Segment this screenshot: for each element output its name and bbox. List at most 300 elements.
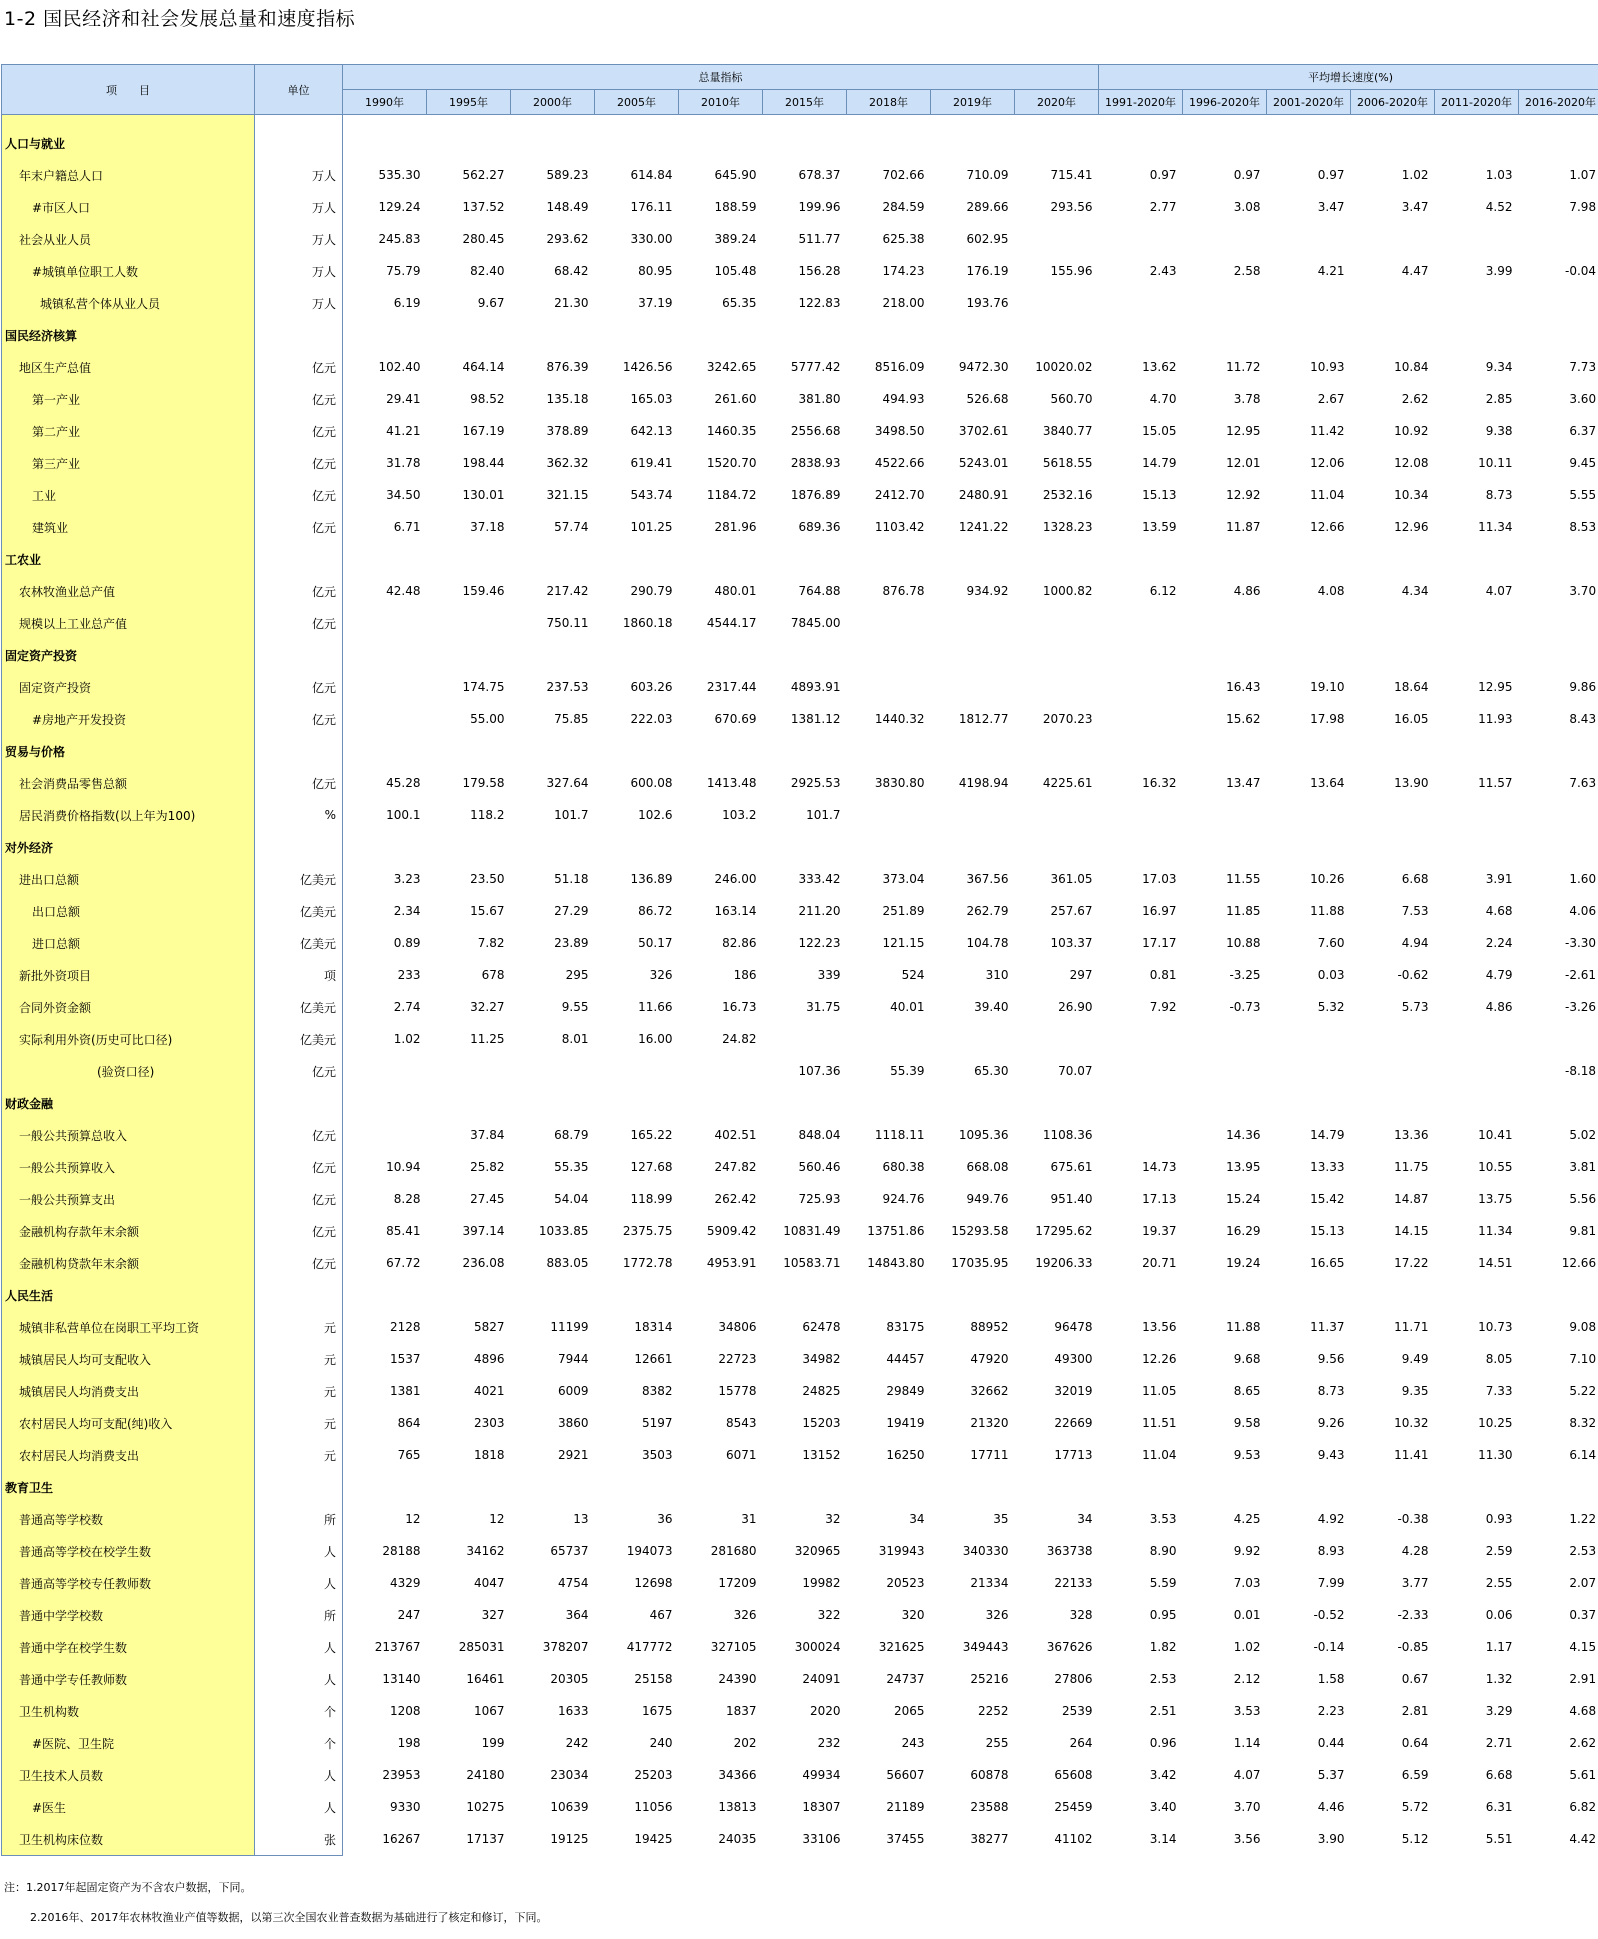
speed-value: 11.05 [1142,1384,1177,1398]
table-row [2,927,1598,959]
total-value: 402.51 [714,1128,757,1142]
unit-cell: 万人 [255,159,343,191]
row-label: 金融机构存款年末余额 [2,1215,255,1247]
speed-value: 8.32 [1519,1407,1598,1439]
total-value: 199.96 [798,200,841,214]
value-cell [763,127,847,159]
table-row [2,511,1598,543]
total-value: 17295.62 [1035,1224,1093,1238]
total-value: 118.2 [470,808,505,822]
total-value: 600.08 [630,776,673,790]
speed-value [1435,799,1519,831]
total-value: 3840.77 [1042,424,1093,438]
total-value: 243 [901,1736,925,1750]
total-value: 668.08 [966,1160,1009,1174]
unit-cell [255,639,343,671]
row-label: 普通中学专任教师数 [2,1663,255,1695]
total-value: 1103.42 [874,520,925,534]
speed-value: 6.31 [1485,1800,1513,1814]
total-value [427,1055,511,1087]
total-value: 670.69 [714,712,757,726]
speed-value: 9.56 [1317,1352,1345,1366]
page-title: 1-2 国民经济和社会发展总量和速度指标 [4,8,356,30]
value-cell [1267,543,1351,575]
total-value: 1108.36 [1042,1128,1093,1142]
speed-value: 1.82 [1149,1640,1177,1654]
value-cell [1351,319,1435,351]
spacer-cell [1099,115,1183,128]
speed-value: 0.97 [1317,168,1345,182]
total-value: 16267 [382,1832,421,1847]
speed-value: 0.81 [1149,968,1177,982]
total-value: 2925.53 [790,776,841,790]
unit-cell: % [255,799,343,831]
total-value: 6.71 [393,520,421,534]
value-cell [343,1087,427,1119]
total-value: 17035.95 [951,1256,1009,1270]
row-label: 农林牧渔业总产值 [2,575,255,607]
total-value: 24035 [718,1832,757,1847]
total-value: 8382 [641,1384,673,1398]
table-row [2,671,1598,703]
value-cell [1519,1279,1598,1311]
total-value: 34162 [466,1544,505,1558]
total-value: 15203 [802,1416,841,1430]
value-cell [343,127,427,159]
total-value: 31.75 [806,1000,841,1014]
value-cell [1267,1279,1351,1311]
row-label: 一般公共预算收入 [2,1151,255,1183]
total-value: 297 [1069,968,1093,982]
unit-cell: 亿美元 [255,1023,343,1055]
total-value: 18314 [634,1320,673,1334]
row-label: 一般公共预算支出 [2,1183,255,1215]
total-value: 2480.91 [958,488,1009,502]
unit-cell: 亿元 [255,767,343,799]
row-label: 普通高等学校数 [2,1503,255,1535]
speed-value: 1.03 [1485,168,1513,182]
total-value: 102.40 [378,360,421,374]
value-cell [1519,319,1598,351]
total-value: 57.74 [554,520,589,534]
total-value: 0.89 [393,936,421,950]
spacer-cell [1351,115,1435,128]
table-row [2,991,1598,1023]
value-cell [1099,543,1183,575]
row-label: 年末户籍总人口 [2,159,255,191]
speed-value: 1.07 [1519,159,1598,191]
total-value: 293.62 [546,232,589,246]
spacer-cell [1519,115,1598,128]
total-value: 129.24 [378,200,421,214]
section-title: 国民经济核算 [2,319,255,351]
total-value: 19206.33 [1035,1256,1093,1270]
speed-value: 0.06 [1485,1608,1513,1622]
speed-value: 10.26 [1310,872,1345,886]
speed-value: 4.52 [1485,200,1513,214]
total-value [343,671,427,703]
speed-value: 3.42 [1149,1768,1177,1782]
total-value [343,1055,427,1087]
row-label: 合同外资金额 [2,991,255,1023]
speed-value [1267,223,1351,255]
speed-value: 12.96 [1394,520,1429,534]
total-value: 121.15 [882,936,925,950]
total-value: 363738 [1046,1544,1093,1558]
total-value: 4329 [389,1576,421,1590]
total-value: 327.64 [546,776,589,790]
value-cell [931,735,1015,767]
total-value: 327 [481,1608,505,1622]
total-value: 4896 [473,1352,505,1366]
total-value: 2317.44 [706,680,757,694]
speed-value [1267,1023,1351,1055]
spacer-cell [427,115,511,128]
section-row [2,735,1598,767]
speed-value: 11.71 [1394,1320,1429,1334]
value-cell [595,1471,679,1503]
total-value: 6.19 [393,296,421,310]
total-value: 290.79 [630,584,673,598]
total-value: 4047 [473,1576,505,1590]
row-label: #城镇单位职工人数 [2,255,255,287]
total-value: 281.96 [714,520,757,534]
value-cell [1351,543,1435,575]
total-value: 11056 [634,1800,673,1814]
total-value: 10583.71 [783,1256,841,1270]
speed-value [1519,1023,1598,1055]
total-value: 494.93 [882,392,925,406]
total-value: 876.78 [882,584,925,598]
speed-value: 3.78 [1233,392,1261,406]
speed-value: 9.34 [1485,360,1513,374]
total-value: 339 [817,968,841,982]
total-value: 22133 [1054,1576,1093,1590]
value-cell [1015,543,1099,575]
value-cell [1351,127,1435,159]
speed-value: 15.13 [1142,488,1177,502]
table-row [2,1567,1598,1599]
total-value: 23588 [970,1800,1009,1814]
total-value [427,607,511,639]
total-value: 237.53 [546,680,589,694]
value-cell [847,319,931,351]
speed-value: 6.37 [1519,415,1598,447]
table-row [2,1119,1598,1151]
total-value: 3702.61 [958,424,1009,438]
total-value: 3.23 [393,872,421,886]
table-row [2,703,1598,735]
speed-value: 2.77 [1149,200,1177,214]
year-header: 2000年 [511,90,595,115]
total-value: 24091 [802,1672,841,1686]
total-value: 1812.77 [958,712,1009,726]
speed-value: 5.55 [1519,479,1598,511]
total-value: 4893.91 [790,680,841,694]
total-value: 535.30 [378,168,421,182]
table-row [2,415,1598,447]
total-value: 122.83 [798,296,841,310]
total-value: 213767 [374,1640,421,1654]
total-value: 165.22 [630,1128,673,1142]
unit-cell: 亿元 [255,1055,343,1087]
speed-value: 10.32 [1394,1416,1429,1430]
row-label: 城镇非私营单位在岗职工平均工资 [2,1311,255,1343]
unit-cell: 亿美元 [255,895,343,927]
row-label: #房地产开发投资 [2,703,255,735]
speed-value: 0.95 [1149,1608,1177,1622]
total-value: 20305 [550,1672,589,1686]
total-value: 619.41 [630,456,673,470]
spacer-cell [595,115,679,128]
value-cell [427,735,511,767]
speed-group-header: 平均增长速度(%) [1099,65,1598,90]
speed-value [1183,607,1267,639]
value-cell [1015,1087,1099,1119]
total-value: 949.76 [966,1192,1009,1206]
value-cell [595,735,679,767]
total-value: 28188 [382,1544,421,1558]
total-value: 326 [985,1608,1009,1622]
value-cell [763,831,847,863]
speed-value: 5.12 [1401,1832,1429,1847]
total-value: 98.52 [470,392,505,406]
year-header: 2019年 [931,90,1015,115]
value-cell [679,639,763,671]
total-value: 300024 [794,1640,841,1654]
total-value: 310 [985,968,1009,982]
speed-value: 4.07 [1485,584,1513,598]
speed-value: 3.53 [1149,1512,1177,1526]
value-cell [1351,639,1435,671]
speed-value: 4.68 [1519,1695,1598,1727]
total-value: 236.08 [462,1256,505,1270]
total-value: 22669 [1054,1416,1093,1430]
unit-cell: 万人 [255,255,343,287]
total-value: 19125 [550,1832,589,1847]
total-value: 1328.23 [1042,520,1093,534]
table-row [2,1407,1598,1439]
section-title: 对外经济 [2,831,255,863]
value-cell [1183,1279,1267,1311]
total-value: 165.03 [630,392,673,406]
value-cell [763,1279,847,1311]
total-value: 60878 [970,1768,1009,1782]
speed-value: 11.37 [1310,1320,1345,1334]
value-cell [1267,319,1351,351]
speed-value: 9.38 [1485,424,1513,438]
speed-value: 5.51 [1485,1832,1513,1847]
total-group-header: 总量指标 [343,65,1099,90]
total-value: 5777.42 [790,360,841,374]
speed-value: 11.04 [1142,1448,1177,1462]
total-value: 148.49 [546,200,589,214]
footnotes [4,1879,547,1939]
total-value: 67.72 [386,1256,421,1270]
total-value: 1837 [725,1704,757,1718]
total-value: 24.82 [722,1032,757,1046]
speed-value [1351,1023,1435,1055]
speed-value: 6.82 [1519,1791,1598,1823]
value-cell [1435,127,1519,159]
value-cell [1099,127,1183,159]
table-row [2,863,1598,895]
total-value: 264 [1069,1736,1093,1750]
total-value: 3860 [557,1416,589,1430]
total-value: 381.80 [798,392,841,406]
speed-value: 2.55 [1485,1576,1513,1590]
total-value: 1208 [389,1704,421,1718]
speed-value: 16.65 [1310,1256,1345,1270]
speed-value: 12.08 [1394,456,1429,470]
total-value: 122.23 [798,936,841,950]
spacer-cell [2,115,255,128]
speed-value: 7.53 [1401,904,1429,918]
speed-value: 10.34 [1394,488,1429,502]
total-value: 1440.32 [874,712,925,726]
total-value: 240 [649,1736,673,1750]
year-header: 2020年 [1015,90,1099,115]
total-value: 1.02 [393,1032,421,1046]
speed-value: 9.68 [1233,1352,1261,1366]
table-row [2,1663,1598,1695]
speed-value: 0.03 [1317,968,1345,982]
total-value: 56607 [886,1768,925,1782]
row-label: 农村居民人均消费支出 [2,1439,255,1471]
total-value: 321.15 [546,488,589,502]
value-cell [1099,831,1183,863]
speed-value: -3.26 [1519,991,1598,1023]
total-value: 614.84 [630,168,673,182]
unit-cell [255,1279,343,1311]
total-value: 137.52 [462,200,505,214]
speed-value: 8.65 [1233,1384,1261,1398]
total-value [847,1023,931,1055]
speed-value: 9.43 [1317,1448,1345,1462]
speed-value: 7.03 [1233,1576,1261,1590]
value-cell [1015,639,1099,671]
total-value: 176.11 [630,200,673,214]
total-value: 222.03 [630,712,673,726]
total-value: 218.00 [882,296,925,310]
speed-value: 8.43 [1519,703,1598,735]
row-label: 第二产业 [2,415,255,447]
footnote-2: 2.2016年、2017年农林牧渔业产值等数据，以第三次全国农业普查数据为基础进行了核定和修订，下同。 [30,1911,548,1924]
speed-value: 11.42 [1310,424,1345,438]
total-value: 11.66 [638,1000,673,1014]
row-label: 进口总额 [2,927,255,959]
total-value: 645.90 [714,168,757,182]
table-row [2,1151,1598,1183]
row-label: 地区生产总值 [2,351,255,383]
total-value: 2128 [389,1320,421,1334]
total-value: 34 [1077,1512,1093,1526]
speed-value [1519,223,1598,255]
total-value: 2020 [809,1704,841,1718]
total-value: 10639 [550,1800,589,1814]
total-value: 23.89 [554,936,589,950]
speed-value: 6.59 [1401,1768,1429,1782]
speed-value: 11.85 [1226,904,1261,918]
speed-value [1435,607,1519,639]
total-value: 1675 [641,1704,673,1718]
value-cell [679,1471,763,1503]
speed-value: 17.03 [1142,872,1177,886]
total-value: 1537 [389,1352,421,1366]
value-cell [1099,1471,1183,1503]
total-value: 12698 [634,1576,673,1590]
speed-value: 2.58 [1233,264,1261,278]
table-row [2,255,1598,287]
total-value: 136.89 [630,872,673,886]
total-value: 62478 [802,1320,841,1334]
total-value: 101.7 [806,808,841,822]
row-label: 城镇私营个体从业人员 [2,287,255,319]
unit-cell: 亿美元 [255,863,343,895]
value-cell [931,127,1015,159]
table-row [2,1759,1598,1791]
speed-value: 17.98 [1310,712,1345,726]
total-value: 135.18 [546,392,589,406]
spacer-cell [511,115,595,128]
total-value: 88952 [970,1320,1009,1334]
speed-value: 4.94 [1401,936,1429,950]
value-cell [511,1087,595,1119]
speed-value [1099,1055,1183,1087]
row-label: 第三产业 [2,447,255,479]
total-value: 82.86 [722,936,757,950]
total-value: 174.75 [462,680,505,694]
total-value [679,1055,763,1087]
total-value: 680.38 [882,1160,925,1174]
unit-cell: 亿元 [255,511,343,543]
total-value: 1520.70 [706,456,757,470]
total-value: 8516.09 [874,360,925,374]
total-value: 34982 [802,1352,841,1366]
speed-value: 13.36 [1394,1128,1429,1142]
total-value: 101.7 [554,808,589,822]
value-cell [1183,735,1267,767]
unit-cell: 人 [255,1663,343,1695]
table-row [2,383,1598,415]
unit-cell [255,735,343,767]
speed-value: 4.06 [1519,895,1598,927]
unit-cell: 亿元 [255,351,343,383]
total-value: 367626 [1046,1640,1093,1654]
speed-value: 4.34 [1401,584,1429,598]
speed-value: 7.33 [1485,1384,1513,1398]
total-value: 262.79 [966,904,1009,918]
value-cell [511,639,595,671]
table-row [2,1023,1598,1055]
unit-cell: 项 [255,959,343,991]
speed-value: 11.51 [1142,1416,1177,1430]
speed-value: 17.17 [1142,936,1177,950]
total-value [931,671,1015,703]
value-cell [931,831,1015,863]
speed-value: -0.62 [1397,968,1429,982]
value-cell [595,1087,679,1119]
total-value: 511.77 [798,232,841,246]
total-value: 44457 [886,1352,925,1366]
total-value: 127.68 [630,1160,673,1174]
value-cell [679,127,763,159]
total-value [511,1055,595,1087]
total-value: 934.92 [966,584,1009,598]
table-row [2,1247,1598,1279]
total-value: 322 [817,1608,841,1622]
row-label: 金融机构贷款年末余额 [2,1247,255,1279]
